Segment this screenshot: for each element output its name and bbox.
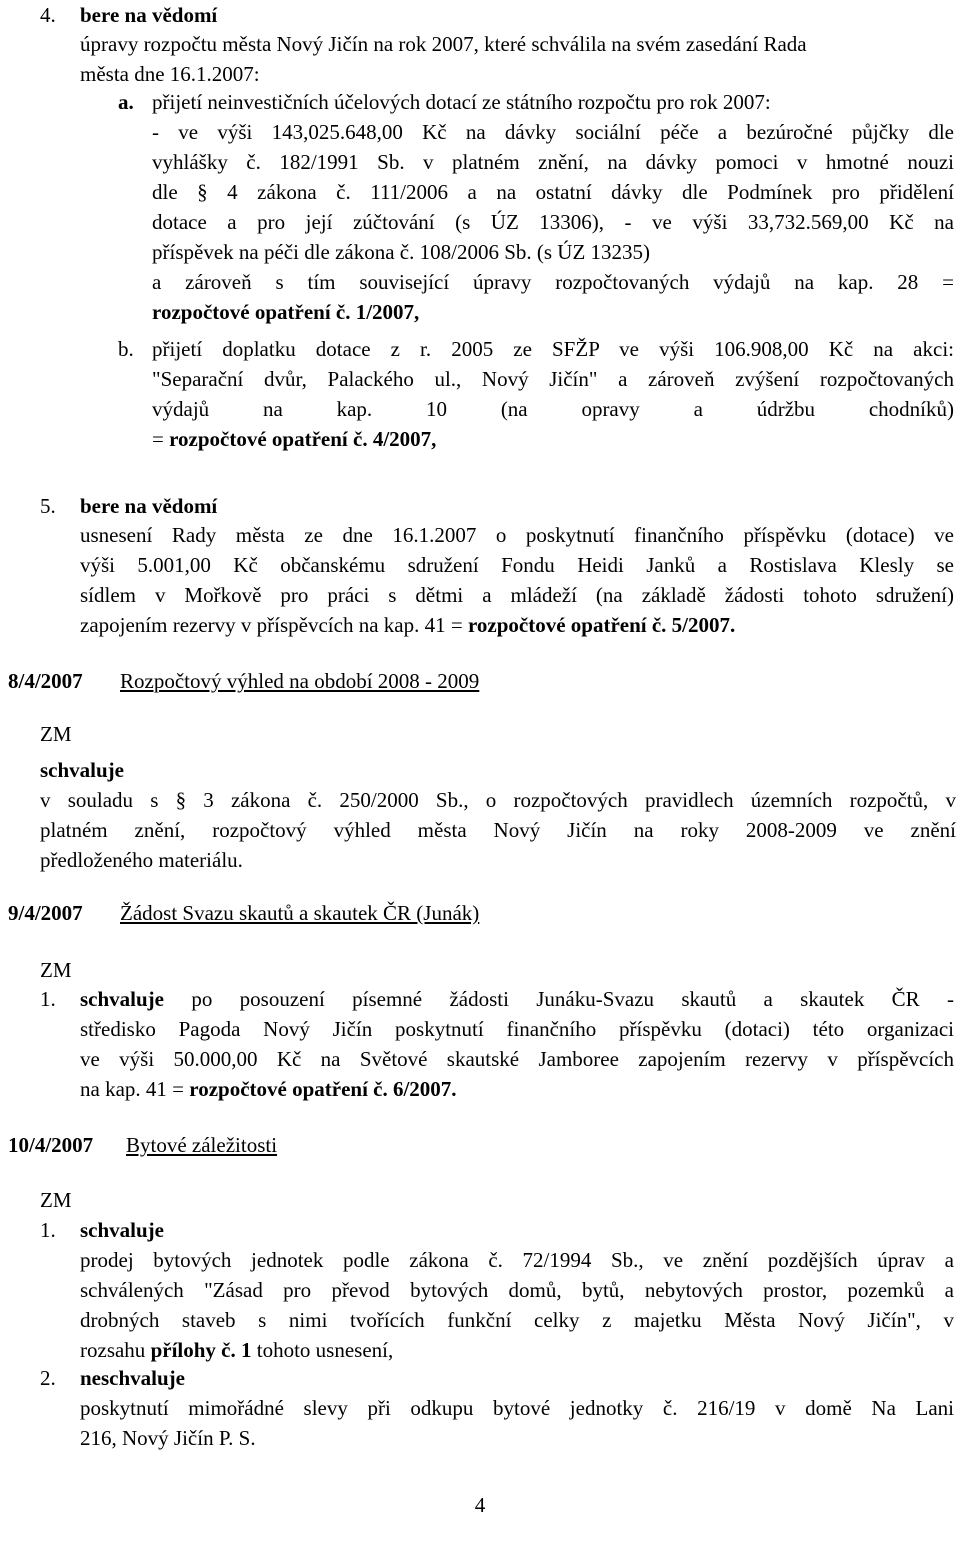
item5-number: 5. [40,494,56,518]
item4-b-line: přijetí doplatku dotace z r. 2005 ze SFŽP ve výši 106.908,00 Kč na akci: [152,337,954,361]
res10-p1-last-b: přílohy č. 1 [150,1338,252,1362]
item4-a-line: příspěvek na péči dle zákona č. 108/2006 Sb. (s ÚZ 13235) [152,240,651,264]
item5-heading: bere na vědomí [80,494,218,518]
item5-line: usnesení Rady města ze dne 16.1.2007 o poskytnutí finančního příspěvku (dotace) ve [80,523,954,547]
res9-id: 9/4/2007 [8,901,83,925]
res9-zm: ZM [40,958,72,982]
res8-line: platném znění, rozpočtový výhled města Nový Jičín na roky 2008-2009 ve znění [40,818,956,842]
item4-b-text [152,334,954,454]
res10-p2-text [80,1363,954,1453]
res9-last-line [80,1074,954,1104]
item4-a-text [152,87,954,327]
item4-a-line: přijetí neinvestičních účelových dotací ze státního rozpočtu pro rok 2007: [152,90,771,114]
res10-p1-verb: schvaluje [80,1218,164,1242]
res8-title: Rozpočtový výhled na období 2008 - 2009 [120,669,480,693]
item4-a-measure: rozpočtové opatření č. 1/2007, [152,300,420,324]
item4-a-line: a zároveň s tím související úpravy rozpočtovaných výdajů na kap. 28 = [152,270,954,294]
item5-text [80,520,954,640]
res9-last-text: na kap. 41 = [80,1077,190,1101]
res10-p1-last-c: tohoto usnesení, [251,1338,394,1362]
item5-line: výši 5.001,00 Kč občanskému sdružení Fondu Heidi Janků a Rostislava Klesly se [80,553,954,577]
item5-header [40,491,217,521]
item4-a-label: a. [118,90,134,114]
item4-heading: bere na vědomí [80,3,218,27]
res10-p2-point: 2. [40,1366,56,1390]
res8-line: předloženého materiálu. [40,848,243,872]
res10-p2-verb: neschvaluje [80,1366,185,1390]
item4-number: 4. [40,3,56,27]
item4-intro-line: města dne 16.1.2007: [80,62,260,86]
res10-heading [8,1130,277,1160]
res9-measure: rozpočtové opatření č. 6/2007. [189,1077,457,1101]
res8-line: v souladu s § 3 zákona č. 250/2000 Sb., o rozpočtových pravidlech územních rozpočtů, v [40,788,956,812]
item4-b-measure: rozpočtové opatření č. 4/2007, [169,427,437,451]
res9-title: Žádost Svazu skautů a skautek ČR (Junák) [120,901,480,925]
item4-a-line: - ve výši 143,025.648,00 Kč na dávky sociální péče a bezúročné půjčky dle [152,120,954,144]
item5-last-line [80,610,954,640]
item4-a-line: vyhlášky č. 182/1991 Sb. v platném znění, na dávky pomoci v hmotné nouzi [152,150,954,174]
item4-b-label: b. [118,337,134,361]
item4-a-line: dotace a pro její zúčtování (s ÚZ 13306), - ve výši 33,732.569,00 Kč na [152,210,954,234]
res10-p1-last-line [80,1335,954,1365]
res8-id: 8/4/2007 [8,669,83,693]
res10-p1-line: schválených "Zásad pro převod bytových domů, bytů, nebytových prostor, pozemků a [80,1278,954,1302]
res10-id: 10/4/2007 [8,1133,94,1157]
res10-title: Bytové záležitosti [126,1133,278,1157]
res9-first-line [80,984,954,1014]
res10-p1-line: prodej bytových jednotek podle zákona č. 72/1994 Sb., ve znění pozdějších úprav a [80,1248,954,1272]
item4-b-line: výdajů na kap. 10 (na opravy a údržbu chodníků) [152,397,954,421]
res8-zm: ZM [40,722,72,746]
item5-line: sídlem v Mořkově pro práci s dětmi a mládeží (na základě žádosti tohoto sdružení) [80,583,954,607]
item4-b-eq: = [152,427,170,451]
item4-b-last-line [152,424,954,454]
res9-heading [8,898,479,928]
res10-p2-line: 216, Nový Jičín P. S. [80,1426,256,1450]
res9-first-rest: po posouzení písemné žádosti Junáku-Svazu skautů a skautek ČR - [164,987,954,1011]
res9-line: ve výši 50.000,00 Kč na Světové skautské Jamboree zapojením rezervy v příspěvcích [80,1047,954,1071]
item4-intro [80,29,920,89]
res10-p1-text [80,1215,954,1365]
res10-p2-line: poskytnutí mimořádné slevy při odkupu bytové jednotky č. 216/19 v domě Na Lani [80,1396,954,1420]
res9-text [80,984,954,1104]
res10-p1-point: 1. [40,1218,56,1242]
res8-heading [8,666,479,696]
res9-verb: schvaluje [80,987,164,1011]
item4-b-line: "Separační dvůr, Palackého ul., Nový Jičín" a zároveň zvýšení rozpočtovaných [152,367,954,391]
res9-line: středisko Pagoda Nový Jičín poskytnutí finančního příspěvku (dotaci) této organizaci [80,1017,954,1041]
item4-header [40,0,217,30]
item4-intro-line: úpravy rozpočtu města Nový Jičín na rok 2007, které schválila na svém zasedání Rada [80,32,807,56]
res9-point: 1. [40,987,56,1011]
res8-body [40,719,956,875]
item5-last-text: zapojením rezervy v příspěvcích na kap. 41 = [80,613,468,637]
res10-p1-line: drobných staveb s nimi tvořících funkční celky z majetku Města Nový Jičín", v [80,1308,954,1332]
res8-verb: schvaluje [40,758,124,782]
item5-measure: rozpočtové opatření č. 5/2007. [467,613,736,637]
res10-p1-last-a: rozsahu [80,1338,151,1362]
page-number: 4 [474,1493,486,1517]
item4-a-line: dle § 4 zákona č. 111/2006 a na ostatní dávky dle Podmínek pro přidělení [152,180,954,204]
res10-zm: ZM [40,1188,72,1212]
